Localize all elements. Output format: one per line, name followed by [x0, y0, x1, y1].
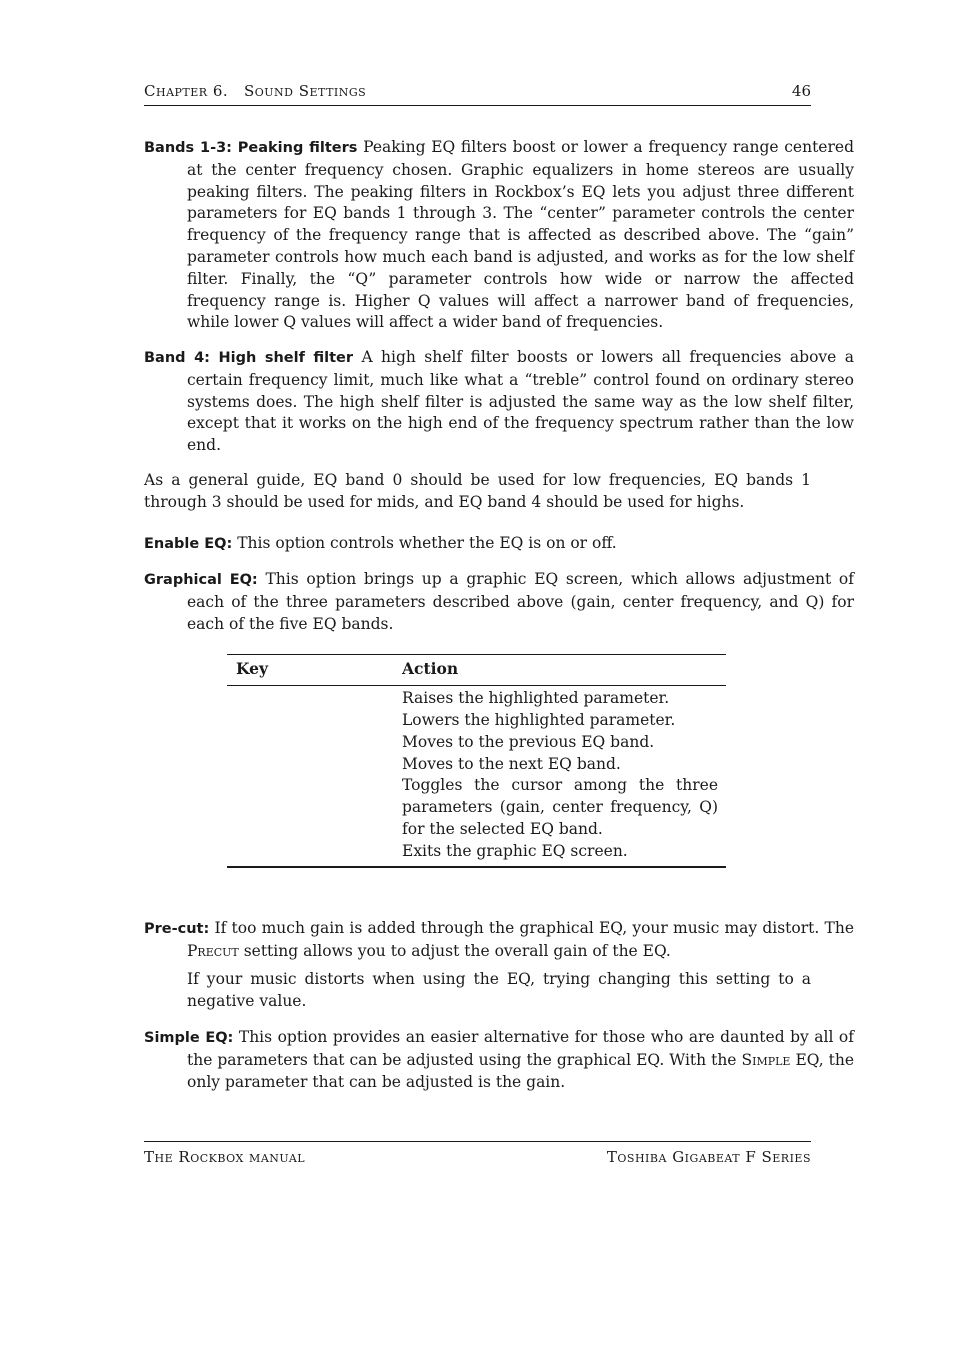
simple-eq-item	[144, 1027, 854, 1093]
simple-eq-text-end: EQ, the only parameter that can be adjusted is the gain.	[187, 1050, 855, 1091]
pre-cut-text-end: setting allows you to adjust the overall gain of the EQ.	[243, 941, 671, 960]
table-header-rule	[227, 685, 726, 686]
graphical-eq-item	[144, 569, 854, 635]
simple-setting-name: Simple	[741, 1050, 791, 1069]
pre-cut-term: Pre-cut:	[144, 921, 210, 937]
chapter-label: Chapter 6.	[144, 82, 229, 100]
footer-rule	[144, 1141, 811, 1142]
bands-1-3-text: Peaking EQ filters boost or lower a frequency range centered at the center frequency chosen. Graphic equalizers in home stereos are usually peaking filters. The peaking filters in Rockbox’s EQ lets you adjust three different parameters for EQ bands 1 through 3. The “center” parameter controls the center frequency of the frequency range that is affected as described above. The “gain” parameter controls how much each band is adjusted, and works as for the low shelf filter. Finally, the “Q” parameter controls how wide or narrow the affected frequency range is. Higher Q values will affect a narrower band of frequencies, while lower Q values will affect a wider band of frequencies.	[187, 138, 854, 332]
pre-cut-note: If your music distorts when using the EQ, trying changing this setting to a negative value.	[187, 970, 811, 1010]
header-rule	[144, 105, 811, 106]
table-row-action: Moves to the previous EQ band.	[402, 733, 655, 751]
table-row-action: Lowers the highlighted parameter.	[402, 711, 676, 729]
table-top-rule	[227, 654, 726, 655]
enable-eq-term: Enable EQ:	[144, 536, 233, 552]
running-header	[144, 82, 811, 100]
page-number: 46	[791, 82, 811, 100]
simple-eq-term: Simple EQ:	[144, 1030, 234, 1046]
graphical-eq-term: Graphical EQ:	[144, 572, 258, 588]
bands-1-3-term: Bands 1-3: Peaking filters	[144, 140, 358, 156]
bands-1-3-item	[144, 137, 854, 334]
table-bottom-rule	[227, 866, 726, 868]
table-row-action: Toggles the cursor among the three parameters (gain, center frequency, Q) for the selected EQ band.	[402, 776, 718, 838]
pre-cut-item	[144, 918, 854, 963]
band-4-term: Band 4: High shelf filter	[144, 350, 354, 366]
table-row-action: Raises the highlighted parameter.	[402, 689, 670, 707]
precut-setting-name: Precut	[187, 941, 239, 960]
footer-device-name: Toshiba Gigabeat F Series	[606, 1148, 811, 1166]
table-row-action: Moves to the next EQ band.	[402, 755, 621, 773]
band-4-item	[144, 347, 854, 457]
pre-cut-text: If too much gain is added through the graphical EQ, your music may distort. The	[214, 919, 854, 937]
enable-eq-item	[144, 533, 854, 556]
section-title: Sound Settings	[243, 82, 367, 100]
enable-eq-text: This option controls whether the EQ is on or off.	[237, 534, 617, 552]
table-row-action: Exits the graphic EQ screen.	[402, 842, 628, 860]
band-4-text: A high shelf filter boosts or lowers all frequencies above a certain frequency limit, much like what a “treble” control found on ordinary stereo systems does. The high shelf filter is adjusted the same way as the low shelf filter, except that it works on the high end of the frequency spectrum rather than the low end.	[187, 348, 854, 455]
footer-manual-title: The Rockbox manual	[144, 1148, 306, 1166]
eq-guide-paragraph: As a general guide, EQ band 0 should be used for low frequencies, EQ bands 1 through 3 should be used for mids, and EQ band 4 should be used for highs.	[144, 471, 811, 511]
table-header-action: Action	[402, 659, 459, 678]
graphical-eq-text: This option brings up a graphic EQ screen, which allows adjustment of each of the three parameters described above (gain, center frequency, and Q) for each of the five EQ bands.	[187, 570, 854, 633]
table-header-key: Key	[236, 659, 268, 678]
simple-eq-text: This option provides an easier alternative for those who are daunted by all of the parameters that can be adjusted using the graphical EQ. With the	[187, 1028, 854, 1069]
